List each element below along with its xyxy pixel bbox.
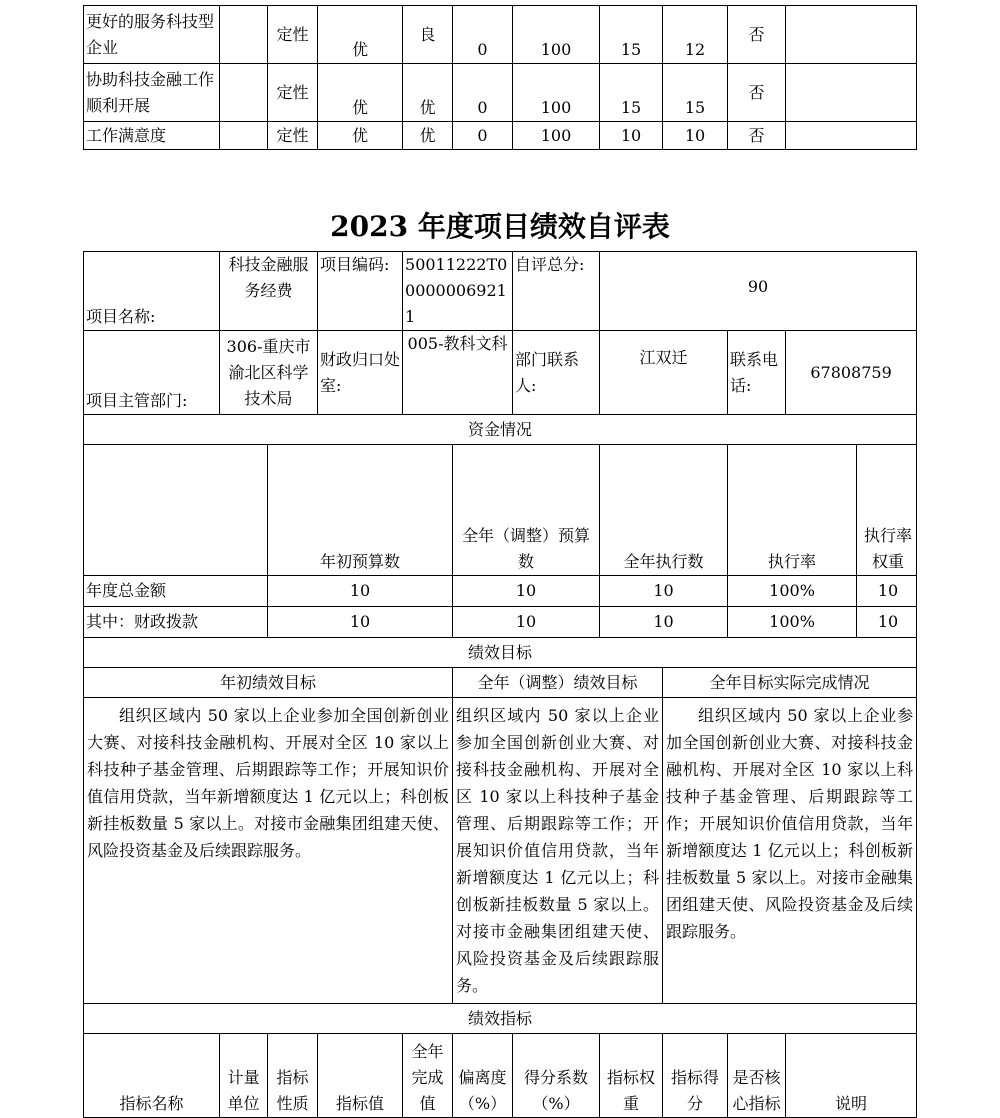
funds-row-label: 年度总金额 — [84, 576, 268, 607]
funds-header-group — [728, 445, 917, 576]
funds-header: 年初预算数 — [268, 445, 453, 576]
funds-header-subtable — [728, 445, 917, 575]
indicator-unit — [220, 122, 268, 150]
goals-header: 全年（调整）绩效目标 — [453, 668, 663, 698]
indicator-weight: 15 — [600, 6, 663, 64]
indicator-nature: 定性 — [268, 64, 318, 122]
funds-cell-subtable — [728, 607, 917, 637]
indicator-core: 否 — [728, 122, 786, 150]
indicator-note — [786, 122, 917, 150]
indicator-name: 工作满意度 — [84, 122, 220, 150]
indicator-header: 偏离度（%） — [453, 1034, 513, 1118]
section-row — [84, 638, 917, 668]
goals-header: 全年目标实际完成情况 — [663, 668, 917, 698]
funds-header: 全年（调整）预算数 — [453, 445, 600, 576]
funds-cell: 10 — [857, 607, 917, 637]
funds-header: 执行率权重 — [857, 445, 917, 575]
indicator-header: 指标得分 — [663, 1034, 728, 1118]
indicator-header: 全年完成值 — [403, 1034, 453, 1118]
indicator-header: 指标性质 — [268, 1034, 318, 1118]
indicator-coefficient: 100 — [513, 6, 600, 64]
indicator-header: 得分系数（%） — [513, 1034, 600, 1118]
indicator-deviation: 0 — [453, 64, 513, 122]
page-title: 2023 年度项目绩效自评表 — [330, 210, 670, 243]
indicator-actual: 优 — [403, 122, 453, 150]
funds-header: 全年执行数 — [600, 445, 728, 576]
phone-label: 联系电话: — [728, 331, 786, 415]
project-code: 50011222T000000069211 — [403, 252, 513, 331]
funds-cell: 100% — [728, 576, 857, 606]
actual-completion-text: 组织区域内 50 家以上企业参加全国创新创业大赛、对接科技金融机构、开展对全区 10 家以上科技种子基金管理、后期跟踪等工作；开展知识价值信用贷款，当年新增额度达 1 亿元以上；科创板新挂板数量 5 家以上。对接市金融集团组建天使、风险投资基金及后续跟踪服务。 — [663, 698, 917, 1004]
funds-header-row — [84, 445, 917, 576]
funds-header-blank — [84, 445, 268, 576]
table-row — [84, 122, 917, 150]
indicator-header: 计量单位 — [220, 1034, 268, 1118]
indicator-header: 指标名称 — [84, 1034, 220, 1118]
indicator-coefficient: 100 — [513, 64, 600, 122]
indicator-value: 优 — [318, 6, 403, 64]
funds-cell: 10 — [268, 576, 453, 607]
finance-office: 005-教科文科 — [403, 331, 513, 415]
indicator-note — [786, 64, 917, 122]
indicator-weight: 10 — [600, 122, 663, 150]
contact-label: 部门联系人: — [513, 331, 600, 415]
contact: 江双迁 — [600, 331, 728, 415]
indicators-header-row — [84, 1034, 917, 1118]
funds-cell-group — [728, 576, 917, 607]
funds-header: 执行率 — [728, 445, 857, 575]
self-score-label: 自评总分: — [513, 252, 600, 331]
funds-cell: 100% — [728, 607, 857, 637]
funds-cell: 10 — [857, 576, 917, 606]
indicator-score: 12 — [663, 6, 728, 64]
indicator-actual: 良 — [403, 6, 453, 64]
project-name-label: 项目名称: — [84, 252, 220, 331]
goals-header: 年初绩效目标 — [84, 668, 453, 698]
phone: 67808759 — [786, 331, 917, 415]
indicator-header: 指标值 — [318, 1034, 403, 1118]
indicator-name: 协助科技金融工作顺利开展 — [84, 64, 220, 122]
indicator-note — [786, 6, 917, 64]
goals-section-title: 绩效目标 — [84, 638, 917, 668]
funds-cell: 10 — [453, 607, 600, 638]
finance-office-label: 财政归口处室: — [318, 331, 403, 415]
indicator-value: 优 — [318, 122, 403, 150]
indicator-score: 15 — [663, 64, 728, 122]
indicator-actual: 优 — [403, 64, 453, 122]
funds-cell: 10 — [600, 576, 728, 607]
dept: 306-重庆市渝北区科学技术局 — [220, 331, 318, 415]
funds-section-title: 资金情况 — [84, 415, 917, 445]
indicator-header: 说明 — [786, 1034, 917, 1118]
funds-row-label: 其中：财政拨款 — [84, 607, 268, 638]
initial-goal-text: 组织区域内 50 家以上企业参加全国创新创业大赛、对接科技金融机构、开展对全区 10 家以上科技种子基金管理、后期跟踪等工作；开展知识价值信用贷款，当年新增额度达 1 亿元以上；科创板新挂板数量 5 家以上。对接市金融集团组建天使、风险投资基金及后续跟踪服务。 — [84, 698, 453, 1004]
indicator-core: 否 — [728, 6, 786, 64]
indicator-core: 否 — [728, 64, 786, 122]
indicator-weight: 15 — [600, 64, 663, 122]
indicator-deviation: 0 — [453, 122, 513, 150]
self-score: 90 — [600, 252, 917, 331]
table-row — [84, 6, 917, 64]
indicator-name: 更好的服务科技型企业 — [84, 6, 220, 64]
goals-content-row — [84, 698, 917, 1004]
goals-header-row — [84, 668, 917, 698]
indicator-score: 10 — [663, 122, 728, 150]
indicator-nature: 定性 — [268, 6, 318, 64]
dept-label: 项目主管部门: — [84, 331, 220, 415]
project-name: 科技金融服务经费 — [220, 252, 318, 331]
indicator-nature: 定性 — [268, 122, 318, 150]
table-row — [84, 64, 917, 122]
top-indicator-table — [83, 5, 917, 150]
indicators-section-title: 绩效指标 — [84, 1004, 917, 1034]
funds-cell: 10 — [268, 607, 453, 638]
funds-cell-group — [728, 607, 917, 638]
project-info-row — [84, 252, 917, 331]
indicator-coefficient: 100 — [513, 122, 600, 150]
section-row — [84, 1004, 917, 1034]
adjusted-goal-text: 组织区域内 50 家以上企业参加全国创新创业大赛、对接科技金融机构、开展对全区 10 家以上科技种子基金管理、后期跟踪等工作；开展知识价值信用贷款，当年新增额度达 1 亿元以上；科创板新挂板数量 5 家以上。对接市金融集团组建天使、风险投资基金及后续跟踪服务。 — [453, 698, 663, 1004]
indicator-header: 是否核心指标 — [728, 1034, 786, 1118]
project-info-row — [84, 331, 917, 415]
table-row — [84, 607, 917, 638]
funds-cell-subtable — [728, 576, 917, 606]
table-row — [84, 576, 917, 607]
evaluation-table — [83, 251, 917, 1118]
funds-cell: 10 — [600, 607, 728, 638]
indicator-deviation: 0 — [453, 6, 513, 64]
section-row — [84, 415, 917, 445]
indicator-value: 优 — [318, 64, 403, 122]
indicator-unit — [220, 64, 268, 122]
indicator-header: 指标权重 — [600, 1034, 663, 1118]
funds-cell: 10 — [453, 576, 600, 607]
indicator-unit — [220, 6, 268, 64]
project-code-label: 项目编码: — [318, 252, 403, 331]
